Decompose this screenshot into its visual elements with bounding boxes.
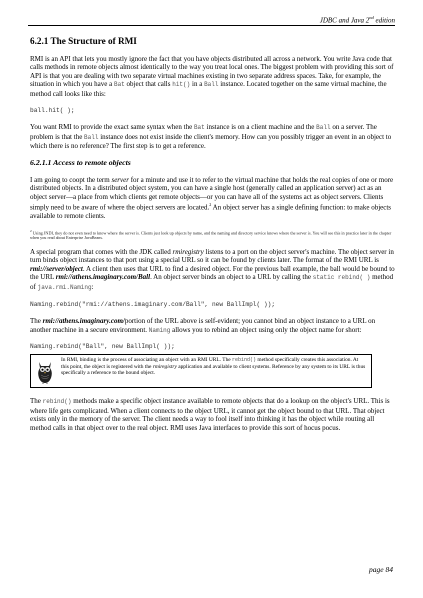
text: object that calls xyxy=(124,80,173,89)
text: application and available to client systems. Reference by any system to its URL is thus specifically a reference to the bound object. xyxy=(61,363,366,377)
footnote-number: 2 xyxy=(30,228,32,233)
note-block xyxy=(30,343,395,388)
text: You want RMI to provide the exact same syntax when the xyxy=(30,123,194,132)
paragraph-rebind xyxy=(30,397,395,432)
emphasis: server xyxy=(111,175,129,184)
note-text xyxy=(59,355,371,379)
paragraph-registry xyxy=(30,248,395,293)
text: An object server has a single defining function: to make objects available to remote clients. xyxy=(30,203,392,221)
note-box xyxy=(30,354,372,388)
text: : xyxy=(91,283,94,291)
url-text: rmi://athens.imaginary.com/Ball xyxy=(55,273,151,282)
paragraph-server xyxy=(30,176,395,221)
emphasis: rmiregistry xyxy=(152,363,177,370)
paragraph-url xyxy=(30,317,395,335)
header-title-sup: nd xyxy=(369,15,374,20)
footnote-ref: 2 xyxy=(209,202,212,208)
text: . An object server binds an object to a URL by calling the xyxy=(150,273,313,282)
header-rule xyxy=(28,25,395,26)
header-title: JDBC and Java 2 xyxy=(319,16,370,25)
text: allows you to rebind an object using only the object name for short: xyxy=(170,325,362,334)
text: I am going to coopt the term xyxy=(30,175,112,184)
inline-code: java.rmi.Naming xyxy=(37,284,92,291)
url-text: rmi://athens.imaginary.com/ xyxy=(42,317,125,326)
text: in a xyxy=(190,80,205,89)
inline-code: Bat xyxy=(113,81,125,89)
page-content xyxy=(30,37,395,440)
text: In RMI, binding is the process of associating an object with an RMI URL. The xyxy=(61,356,233,363)
inline-code: Ball xyxy=(316,124,331,132)
text: portion of the URL above is self-evident; you cannot bind an object instance to a URL on another machine in a secure environment. xyxy=(30,317,376,334)
inline-code: rebind() xyxy=(232,356,257,363)
url-text: rmi://server/object xyxy=(30,264,83,273)
inline-code: Bat xyxy=(193,124,205,132)
paragraph-intro xyxy=(30,55,395,99)
text: instance does not exist inside the client's memory. How can you possibly trigger an event in an object to which there is no reference? The first step is to get a reference. xyxy=(30,132,392,151)
text: method of xyxy=(30,273,394,291)
text: on a server. The problem is that the xyxy=(30,123,377,141)
text: methods make a specific object instance available to remote objects that do a lookup on the object's URL. This is where life gets complicated. When a client connects to the object URL, it cannot get the object bound to that URL. That object exists only in the memory of the server. The client needs a way to fool itself into thinking it has the object while routing all method calls in that object over to the real object. RMI uses Java interfaces to provide this sort of hocus pocus. xyxy=(30,396,390,432)
text: RMI is an API that lets you mostly ignore the fact that you have objects distributed all across a network. You write Java code that calls methods in remote objects almost identically to the way you treat local ones. The biggest problem with providing this sort of API is that you are dealing with two separate virtual machines existing in two separate address spaces. Take, for example, the situation in which you have a xyxy=(30,54,394,89)
text: for a minute and use it to refer to the virtual machine that holds the real copies of one or more distributed objects. In a distributed object system, you can have a single host (generally called an application server) act as an object server—a place from which clients get remote objects—or you can have all of the systems act as object servers. Clients simply need to be aware of where the object servers are located. xyxy=(30,175,394,212)
code-block: Naming.rebind("Ball", new BallImpl( )); xyxy=(30,343,175,351)
inline-code: rebind() xyxy=(42,397,72,405)
inline-code: Ball xyxy=(84,133,99,141)
subsection-title: 6.2.1.1 Access to remote objects xyxy=(30,157,131,167)
running-header xyxy=(320,15,395,24)
section-title: 6.2.1 The Structure of RMI xyxy=(30,36,137,46)
text: instance is on a client machine and the xyxy=(204,123,317,132)
footnote xyxy=(30,229,395,241)
paragraph-reference xyxy=(30,123,395,151)
footnote-text: Using JNDI, they do not even need to know where the server is. Clients just look up objects by name, and the naming and directory service knows where the server is. You will see this in practice later in the chapter when you read about Enterprise JavaBeans. xyxy=(30,230,392,241)
text: method specifically creates this association. At this point, the object is registered with the xyxy=(61,356,359,370)
emphasis: rmiregistry xyxy=(172,247,204,256)
text: instance. Located together on the same virtual machine, the method call looks like this: xyxy=(30,80,387,98)
owl-icon-svg xyxy=(35,358,55,384)
inline-code: static rebind( ) xyxy=(312,274,371,282)
code-block: ball.hit( ); xyxy=(30,106,75,114)
code-block: Naming.rebind("rmi://athens.imaginary.com/Ball", new BallImpl( )); xyxy=(30,300,276,308)
text: . A client then uses that URL to find a desired object. For the previous ball example, the ball would be bound to the URL xyxy=(30,264,395,282)
text: listens to a port on the object server's machine. The object server in turn binds object instances to that port using a special URL so it can be found by clients later. The format of the RMI URL is xyxy=(30,247,394,265)
owl-icon xyxy=(31,355,59,387)
page-number: page 84 xyxy=(369,565,393,574)
inline-code: Naming xyxy=(148,326,171,334)
text: The xyxy=(30,317,43,326)
header-title-suffix: edition xyxy=(373,16,395,25)
inline-code: hit() xyxy=(172,81,191,89)
text: A special program that comes with the JDK called xyxy=(30,247,173,256)
text: The xyxy=(30,396,43,405)
inline-code: Ball xyxy=(204,81,219,89)
